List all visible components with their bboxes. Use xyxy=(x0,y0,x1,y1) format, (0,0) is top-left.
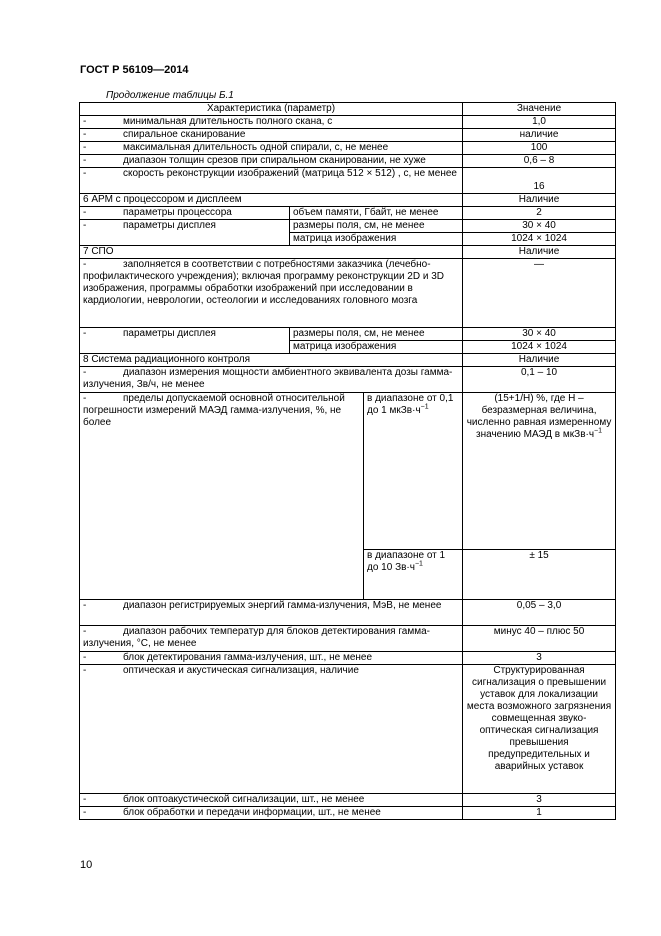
row-dash: - xyxy=(83,207,87,218)
row-value: ± 15 xyxy=(463,550,616,600)
row-value: 3 xyxy=(463,794,616,807)
section-title: 6 АРМ с процессором и дисплеем xyxy=(80,194,463,207)
row-value: — xyxy=(463,259,616,328)
row-value: 0,05 – 3,0 xyxy=(463,600,616,626)
table-header-row xyxy=(80,103,616,116)
standard-number: ГОСТ Р 56109—2014 xyxy=(80,64,189,76)
table-row xyxy=(80,367,616,393)
row-dash: - xyxy=(83,600,87,611)
row-dash: - xyxy=(83,168,87,179)
table-row xyxy=(80,207,616,220)
row-subparam: размеры поля, см, не менее xyxy=(290,220,463,233)
row-text: блок детектирования гамма-излучения, шт., не менее xyxy=(123,652,373,663)
row-text: блок оптоакустической сигнализации, шт., не менее xyxy=(123,794,365,805)
row-subparam: матрица изображения xyxy=(290,341,463,354)
table-row xyxy=(80,652,616,665)
row-value: 1024 × 1024 xyxy=(463,233,616,246)
row-value: 2 xyxy=(463,207,616,220)
row-value: 100 xyxy=(463,142,616,155)
table-row xyxy=(80,807,616,820)
row-subparam: матрица изображения xyxy=(290,233,463,246)
table-row xyxy=(80,129,616,142)
row-dash: - xyxy=(83,116,87,127)
table-row xyxy=(80,665,616,794)
section-value: Наличие xyxy=(463,354,616,367)
row-text: параметры дисплея xyxy=(123,328,216,339)
row-text: максимальная длительность одной спирали, с, не менее xyxy=(123,142,389,153)
row-dash: - xyxy=(83,129,87,140)
table-row xyxy=(80,116,616,129)
row-subparam: размеры поля, см, не менее xyxy=(290,328,463,341)
row-value: минус 40 – плюс 50 xyxy=(463,626,616,652)
page-number: 10 xyxy=(80,859,93,871)
section-title: 7 СПО xyxy=(80,246,463,259)
row-text: диапазон измерения мощности амбиентного эквивалента дозы гамма-излучения, Зв/ч, не менее xyxy=(83,367,453,390)
table-row xyxy=(80,794,616,807)
header-param: Характеристика (параметр) xyxy=(80,103,463,116)
row-value: Структурированная сигнализация о превышении уставок для локализации места возможного загрязнения совмещенная звуко-оптическая сигнализация превышения предупредительных и аварийных уставок xyxy=(463,665,616,794)
table-row xyxy=(80,393,616,550)
row-text: заполняется в соответствии с потребностями заказчика (лечебно-профилактического учреждения); включая программу реконструкции 2D и 3D изображения, программы обработки изображений при исследовании в кардиологии, неврологии, остеологии и исследованиях головного мозга xyxy=(83,259,445,306)
section-title: 8 Система радиационного контроля xyxy=(80,354,463,367)
row-value: (15+1/Н) %, где Н – безразмерная величина, численно равная измеренному значению МАЭД в мкЗв·ч xyxy=(466,393,612,440)
row-dash: - xyxy=(83,393,87,404)
row-text: скорость реконструкции изображений (матрица 512 × 512) , с, не менее xyxy=(123,168,457,179)
row-dash: - xyxy=(83,807,87,818)
table-row xyxy=(80,142,616,155)
table-row xyxy=(80,600,616,626)
row-text: оптическая и акустическая сигнализация, наличие xyxy=(123,665,359,676)
row-dash: - xyxy=(83,142,87,153)
row-value: 1 xyxy=(463,807,616,820)
row-dash: - xyxy=(83,220,87,231)
table-row xyxy=(80,328,616,341)
range-label: в диапазоне от 1 до 10 Зв·ч xyxy=(367,550,446,573)
row-value: наличие xyxy=(463,129,616,142)
row-text: блок обработки и передачи информации, шт., не менее xyxy=(123,807,381,818)
exponent: −1 xyxy=(414,560,423,568)
row-value: 3 xyxy=(463,652,616,665)
row-text: минимальная длительность полного скана, с xyxy=(123,116,333,127)
row-value: 0,1 – 10 xyxy=(463,367,616,393)
row-dash: - xyxy=(83,259,87,270)
row-dash: - xyxy=(83,626,87,637)
row-text: спиральное сканирование xyxy=(123,129,246,140)
row-text: пределы допускаемой основной относительной погрешности измерений МАЭД гамма-излучения, %, не более xyxy=(83,393,345,428)
row-value: 1024 × 1024 xyxy=(463,341,616,354)
row-value: 30 × 40 xyxy=(463,220,616,233)
range-label: в диапазоне от 0,1 до 1 мкЗв·ч xyxy=(367,393,454,416)
row-value: 0,6 – 8 xyxy=(463,155,616,168)
table-caption: Продолжение таблицы Б.1 xyxy=(106,90,234,101)
row-dash: - xyxy=(83,328,87,339)
spec-table xyxy=(79,102,616,820)
row-dash: - xyxy=(83,155,87,166)
row-text: диапазон рабочих температур для блоков детектирования гамма-излучения, °С, не менее xyxy=(83,626,431,649)
exponent: −1 xyxy=(594,427,603,435)
section-value: Наличие xyxy=(463,194,616,207)
row-text: диапазон толщин срезов при спиральном сканировании, не хуже xyxy=(123,155,426,166)
table-row xyxy=(80,155,616,168)
row-value: 16 xyxy=(463,168,616,194)
row-text: параметры дисплея xyxy=(123,220,216,231)
table-row xyxy=(80,626,616,652)
row-value: 1,0 xyxy=(463,116,616,129)
section-row xyxy=(80,354,616,367)
row-subparam: объем памяти, Гбайт, не менее xyxy=(290,207,463,220)
section-value: Наличие xyxy=(463,246,616,259)
table-row xyxy=(80,220,616,233)
row-text: диапазон регистрируемых энергий гамма-излучения, МэВ, не менее xyxy=(123,600,442,611)
header-value: Значение xyxy=(463,103,616,116)
row-value: 30 × 40 xyxy=(463,328,616,341)
row-dash: - xyxy=(83,367,87,378)
section-row xyxy=(80,246,616,259)
table-row xyxy=(80,168,616,194)
row-text: параметры процессора xyxy=(123,207,232,218)
row-dash: - xyxy=(83,794,87,805)
table-row xyxy=(80,259,616,328)
exponent: −1 xyxy=(420,403,429,411)
section-row xyxy=(80,194,616,207)
row-dash: - xyxy=(83,652,87,663)
row-dash: - xyxy=(83,665,87,676)
